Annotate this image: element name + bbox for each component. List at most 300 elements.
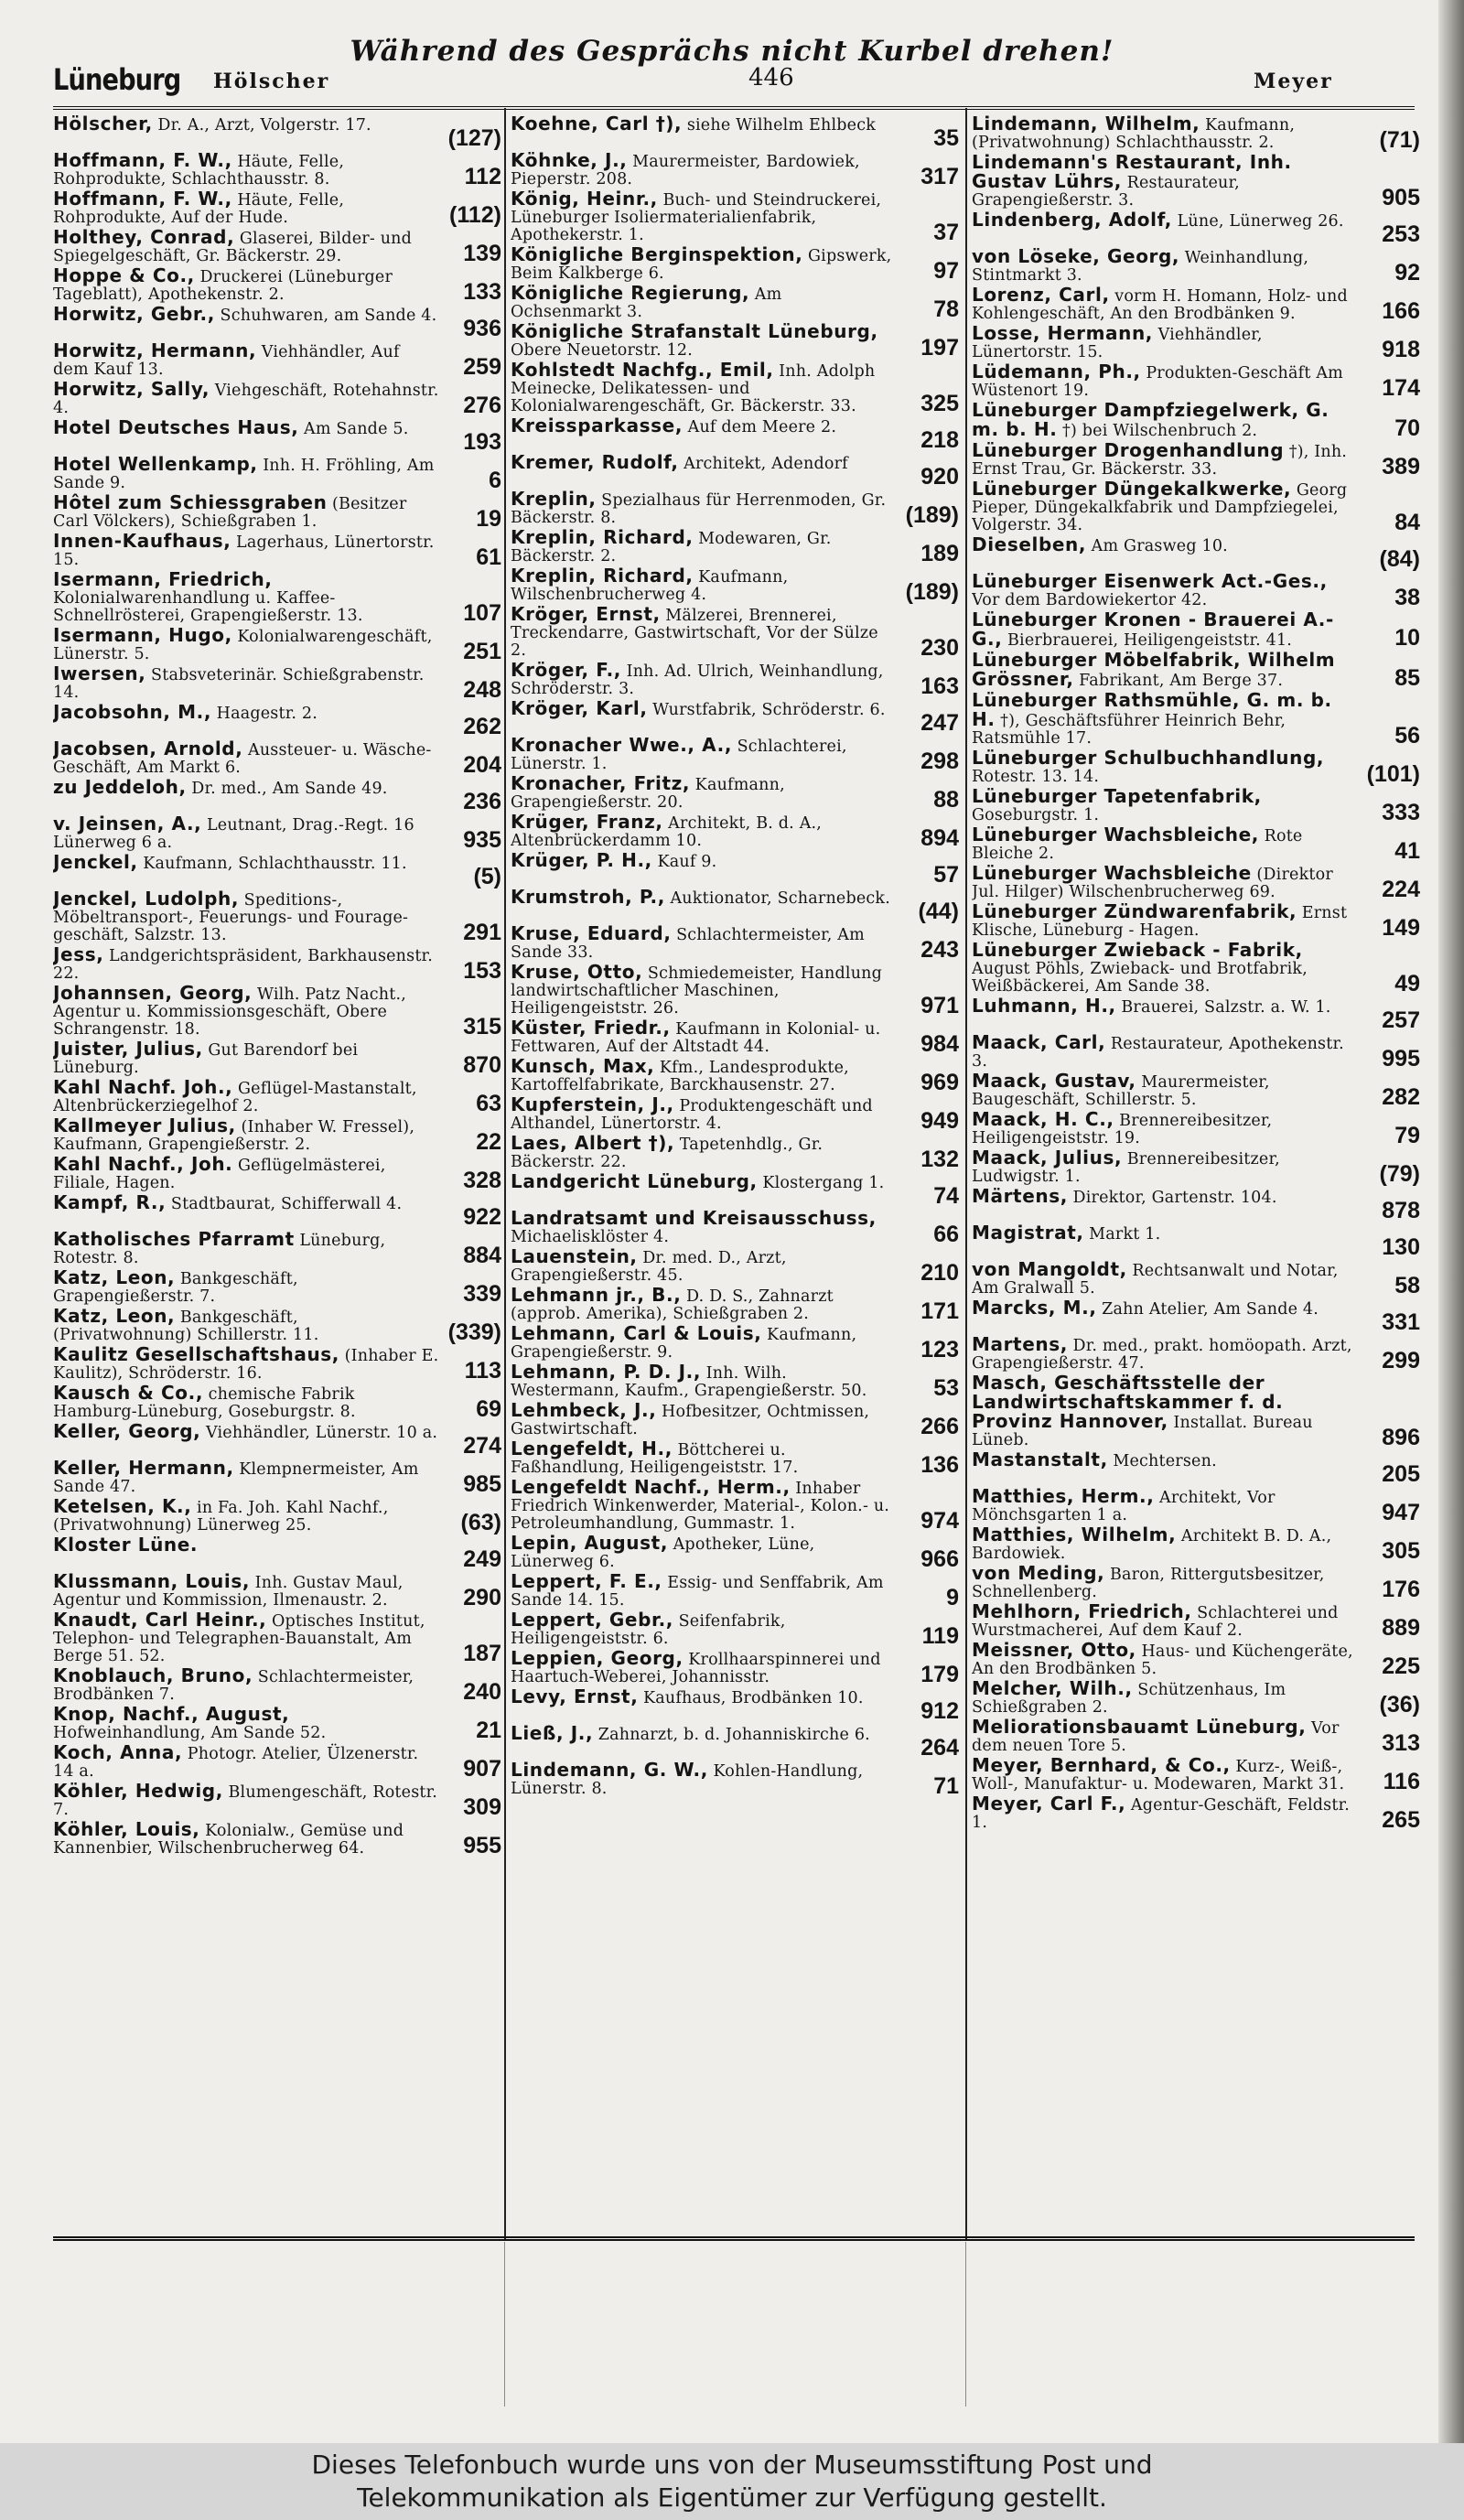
entry-details: Krollhaarspinnerei und Haartuch-Weberei, Johannisstr. bbox=[511, 1651, 881, 1686]
directory-entry bbox=[511, 526, 961, 566]
directory-entry bbox=[53, 1343, 503, 1384]
entry-name: Lauenstein, bbox=[511, 1245, 638, 1267]
entry-name: Luhmann, H., bbox=[972, 995, 1116, 1017]
entry-name: Lindemann's Restaurant, Inh. Gustav Lührs, bbox=[972, 151, 1292, 192]
directory-entry bbox=[511, 659, 961, 699]
entry-details: Dr. med., prakt. homöopath. Arzt, Grapengießerstr. 47. bbox=[972, 1337, 1352, 1373]
entry-details: Produkten-Geschäft Am Wüstenort 19. bbox=[972, 364, 1343, 400]
entry-name: Knop, Nachf., August, bbox=[53, 1703, 290, 1725]
directory-entry bbox=[511, 1722, 961, 1761]
directory-entry bbox=[53, 378, 503, 418]
column-divider-faint bbox=[504, 2242, 505, 2407]
directory-entry bbox=[53, 851, 503, 889]
phone-number: (101) bbox=[1366, 761, 1420, 787]
directory-entry bbox=[511, 451, 961, 490]
phone-number: (5) bbox=[473, 864, 501, 889]
directory-entry bbox=[511, 1170, 961, 1209]
phone-number: 896 bbox=[1382, 1425, 1420, 1450]
entry-name: Lüdemann, Ph., bbox=[972, 361, 1141, 382]
directory-column-3 bbox=[972, 115, 1422, 2231]
phone-number: 205 bbox=[1382, 1461, 1420, 1487]
entry-details: in Fa. Joh. Kahl Nachf., (Privatwohnung) Lünerweg 25. bbox=[53, 1499, 389, 1535]
phone-number: 266 bbox=[920, 1414, 959, 1439]
phone-number: 299 bbox=[1382, 1348, 1420, 1373]
directory-entry bbox=[972, 115, 1422, 152]
entry-details: Klostergang 1. bbox=[762, 1174, 885, 1192]
entry-name: Lüneburger Eisenwerk Act.-Ges., bbox=[972, 570, 1328, 592]
entry-name: Laes, Albert †), bbox=[511, 1132, 675, 1154]
entry-details: Zahnarzt, b. d. Johanniskirche 6. bbox=[597, 1726, 870, 1744]
phone-number: 276 bbox=[463, 393, 501, 418]
entry-name: Isermann, Hugo, bbox=[53, 624, 232, 646]
phone-number: 995 bbox=[1382, 1046, 1420, 1072]
directory-entry bbox=[511, 1440, 961, 1477]
directory-entry bbox=[53, 1040, 503, 1077]
phone-number: 19 bbox=[476, 506, 501, 532]
entry-name: Isermann, Friedrich, bbox=[53, 568, 273, 590]
directory-entry bbox=[53, 1611, 503, 1665]
entry-name: Lüneburger Wachsbleiche, bbox=[972, 824, 1259, 845]
directory-entry bbox=[972, 1108, 1422, 1148]
entry-name: Lüneburger Zündwarenfabrik, bbox=[972, 900, 1297, 922]
directory-entry bbox=[53, 1459, 503, 1496]
phone-number: 282 bbox=[1382, 1084, 1420, 1110]
directory-entry bbox=[53, 1228, 503, 1268]
phone-number: 58 bbox=[1394, 1273, 1420, 1298]
entry-name: Kruse, Otto, bbox=[511, 961, 643, 983]
directory-entry bbox=[972, 1600, 1422, 1641]
phone-number: 179 bbox=[920, 1662, 959, 1687]
directory-entry bbox=[53, 1570, 503, 1610]
entry-name: Maack, Carl, bbox=[972, 1031, 1106, 1053]
entry-details: Markt 1. bbox=[1089, 1225, 1161, 1244]
entry-details: Brennereibesitzer, Heiligengeiststr. 19. bbox=[972, 1112, 1273, 1147]
entry-details: Zahn Atelier, Am Sande 4. bbox=[1102, 1300, 1319, 1319]
directory-entry bbox=[972, 1639, 1422, 1679]
phone-number: (189) bbox=[905, 502, 959, 528]
entry-name: Lüneburger Schulbuchhandlung, bbox=[972, 747, 1325, 769]
phone-number: 66 bbox=[933, 1222, 959, 1247]
entry-details: Gut Barendorf bei Lüneburg. bbox=[53, 1041, 359, 1077]
entry-details: Kaufmann, (Privatwohnung) Schlachthausstr. 2. bbox=[972, 116, 1296, 152]
directory-entry bbox=[53, 264, 503, 305]
entry-details: Stadtbaurat, Schifferwall 4. bbox=[170, 1195, 403, 1213]
directory-entry bbox=[53, 982, 503, 1039]
phone-number: 317 bbox=[920, 164, 959, 189]
phone-number: 97 bbox=[933, 258, 959, 284]
directory-entry bbox=[972, 785, 1422, 825]
directory-entry bbox=[511, 922, 961, 963]
directory-entry bbox=[511, 961, 961, 1018]
directory-entry bbox=[53, 530, 503, 570]
entry-details: Weinhandlung, Stintmarkt 3. bbox=[972, 249, 1309, 285]
entry-name: von Meding, bbox=[972, 1562, 1105, 1584]
phone-number: (63) bbox=[460, 1510, 501, 1535]
directory-entry bbox=[511, 115, 961, 150]
phone-number: 878 bbox=[1382, 1198, 1420, 1223]
entry-details: Apotheker, Lüne, Lünerweg 6. bbox=[511, 1535, 815, 1571]
entry-details: †) bei Wilschenbruch 2. bbox=[1062, 422, 1258, 440]
directory-entry bbox=[972, 570, 1422, 610]
directory-entry bbox=[53, 1703, 503, 1743]
phone-number: 313 bbox=[1382, 1730, 1420, 1756]
entry-details: †), Geschäftsführer Heinrich Behr, Ratsmühle 17. bbox=[972, 712, 1286, 748]
entry-details: Kaufmann, Grapengießerstr. 20. bbox=[511, 776, 785, 812]
phone-number: 236 bbox=[463, 789, 501, 814]
phone-number: 163 bbox=[920, 673, 959, 699]
entry-details: Geflügel-Mastanstalt, Altenbrückerziegelhof 2. bbox=[53, 1080, 417, 1115]
entry-name: Lengefeldt, H., bbox=[511, 1438, 673, 1459]
entry-name: Meissner, Otto, bbox=[972, 1639, 1136, 1661]
entry-details: Aussteuer- u. Wäsche-Geschäft, Am Markt 6. bbox=[53, 741, 432, 777]
entry-details: Druckerei (Lüneburger Tageblatt), Apothekenstr. 2. bbox=[53, 268, 393, 304]
phone-number: (84) bbox=[1379, 546, 1420, 572]
entry-details: Essig- und Senffabrik, Am Sande 14. 15. bbox=[511, 1574, 884, 1610]
entry-name: Jacobsen, Arnold, bbox=[53, 738, 243, 759]
entry-details: Maurermeister, Baugeschäft, Schillerstr. 5. bbox=[972, 1073, 1270, 1109]
phone-number: 166 bbox=[1382, 298, 1420, 324]
entry-details: Kaufmann in Kolonial- u. Fettwaren, Auf der Altstadt 44. bbox=[511, 1020, 881, 1056]
phone-number: 339 bbox=[463, 1281, 501, 1307]
phone-number: 984 bbox=[920, 1031, 959, 1057]
entry-name: Königliche Berginspektion, bbox=[511, 243, 803, 265]
entry-details: Architekt, B. d. A., Altenbrückerdamm 10. bbox=[511, 814, 823, 850]
entry-name: Keller, Hermann, bbox=[53, 1457, 234, 1479]
entry-details: Schlachtermeister, Brodbänken 7. bbox=[53, 1668, 414, 1704]
entry-name: Lorenz, Carl, bbox=[972, 284, 1110, 306]
directory-entry bbox=[511, 1019, 961, 1056]
entry-details: Gipswerk, Beim Kalkberge 6. bbox=[511, 247, 892, 283]
entry-details: Installat. Bureau Lüneb. bbox=[972, 1414, 1313, 1449]
phone-number: 224 bbox=[1382, 877, 1420, 902]
phone-number: 240 bbox=[463, 1679, 501, 1705]
entry-name: Kloster Lüne. bbox=[53, 1534, 199, 1556]
phone-number: 21 bbox=[476, 1718, 501, 1743]
directory-entry bbox=[511, 888, 961, 923]
entry-details: Rotestr. 13. 14. bbox=[972, 768, 1100, 786]
phone-number: 264 bbox=[920, 1735, 959, 1761]
phone-number: 139 bbox=[463, 241, 501, 266]
archive-notice-line-1: Dieses Telefonbuch wurde uns von der Museumsstiftung Post und bbox=[311, 2450, 1153, 2480]
phone-number: 84 bbox=[1394, 510, 1420, 535]
entry-name: Hôtel zum Schiessgraben bbox=[53, 491, 328, 513]
entry-details: (Inhaber W. Fressel), Kaufmann, Grapengießerstr. 2. bbox=[53, 1118, 415, 1154]
entry-details: Baron, Rittergutsbesitzer, Schnellenberg. bbox=[972, 1566, 1325, 1601]
header-rule bbox=[53, 106, 1415, 110]
phone-number: (36) bbox=[1379, 1692, 1420, 1718]
directory-entry bbox=[53, 776, 503, 814]
entry-name: Klussmann, Louis, bbox=[53, 1570, 251, 1592]
phone-number: 265 bbox=[1382, 1807, 1420, 1833]
entry-name: Innen-Kaufhaus, bbox=[53, 530, 231, 552]
phone-number: 225 bbox=[1382, 1653, 1420, 1679]
entry-details: Am Grasweg 10. bbox=[1091, 537, 1228, 555]
entry-name: Maack, Julius, bbox=[972, 1147, 1123, 1168]
entry-name: Leppien, Georg, bbox=[511, 1647, 684, 1669]
entry-name: Levy, Ernst, bbox=[511, 1685, 639, 1707]
entry-details: Bankgeschäft, Grapengießerstr. 7. bbox=[53, 1270, 298, 1306]
phone-number: 10 bbox=[1394, 625, 1420, 651]
entry-details: Kolonialwarengeschäft, Lünerstr. 5. bbox=[53, 628, 433, 663]
phone-number: 35 bbox=[933, 125, 959, 151]
phone-number: 274 bbox=[463, 1433, 501, 1459]
entry-details: Fabrikant, Am Berge 37. bbox=[1079, 672, 1284, 690]
entry-details: Geflügelmästerei, Filiale, Hagen. bbox=[53, 1157, 386, 1192]
phone-number: 309 bbox=[463, 1794, 501, 1820]
entry-name: Kahl Nachf., Joh. bbox=[53, 1153, 233, 1175]
directory-entry bbox=[511, 849, 961, 888]
phone-number: 49 bbox=[1394, 971, 1420, 996]
entry-details: Georg Pieper, Düngekalkfabrik und Dampfziegelei, Volgerstr. 34. bbox=[972, 481, 1348, 534]
entry-name: Holthey, Conrad, bbox=[53, 226, 235, 248]
directory-entry bbox=[53, 416, 503, 455]
entry-details: Restaurateur, Grapengießerstr. 3. bbox=[972, 174, 1240, 210]
directory-entry bbox=[53, 662, 503, 703]
phone-number: 210 bbox=[920, 1260, 959, 1286]
directory-entry bbox=[511, 1685, 961, 1724]
entry-name: Kruse, Eduard, bbox=[511, 922, 672, 944]
entry-name: Jess, bbox=[53, 943, 104, 965]
phone-number: 57 bbox=[933, 862, 959, 888]
entry-name: Marcks, M., bbox=[972, 1297, 1097, 1319]
directory-entry bbox=[972, 1374, 1422, 1449]
phone-number: (339) bbox=[447, 1319, 501, 1345]
entry-name: Ließ, J., bbox=[511, 1722, 594, 1744]
entry-name: Horwitz, Sally, bbox=[53, 378, 210, 400]
phone-number: (112) bbox=[449, 202, 501, 228]
entry-details: Architekt, Vor Mönchsgarten 1 a. bbox=[972, 1489, 1276, 1524]
phone-number: 389 bbox=[1382, 454, 1420, 479]
entry-details: Seifenfabrik, Heiligengeiststr. 6. bbox=[511, 1612, 786, 1648]
entry-details: Direktor, Gartenstr. 104. bbox=[1072, 1189, 1277, 1207]
entry-name: Katz, Leon, bbox=[53, 1305, 176, 1327]
entry-name: Kröger, Ernst, bbox=[511, 603, 661, 625]
phone-number: 328 bbox=[463, 1168, 501, 1193]
entry-details: Auktionator, Scharnebeck. bbox=[670, 889, 891, 908]
entry-name: Lüneburger Düngekalkwerke, bbox=[972, 478, 1292, 500]
page-header bbox=[53, 57, 1334, 102]
phone-number: 949 bbox=[920, 1108, 959, 1134]
entry-name: Kronacher, Fritz, bbox=[511, 772, 691, 794]
directory-entry bbox=[511, 1570, 961, 1610]
entry-details: Inh. Adolph Meinecke, Delikatessen- und Kolonialwarengeschäft, Gr. Bäckerstr. 33. bbox=[511, 362, 876, 415]
directory-entry bbox=[972, 1754, 1422, 1794]
entry-details: Kaufhaus, Brodbänken 10. bbox=[643, 1689, 864, 1707]
entry-details: Inh. Gustav Maul, Agentur und Kommission, Ilmenaustr. 2. bbox=[53, 1574, 404, 1610]
directory-entry bbox=[972, 439, 1422, 479]
phone-number: 69 bbox=[476, 1396, 501, 1422]
entry-name: Meyer, Carl F., bbox=[972, 1793, 1126, 1815]
entry-name: Meyer, Bernhard, & Co., bbox=[972, 1754, 1231, 1776]
entry-name: Krüger, P. H., bbox=[511, 849, 652, 871]
directory-entry bbox=[53, 1076, 503, 1116]
phone-number: 189 bbox=[920, 541, 959, 566]
entry-details: Maurermeister, Bardowiek, Pieperstr. 208. bbox=[511, 153, 860, 188]
phone-number: 262 bbox=[463, 714, 501, 739]
entry-details: Photogr. Atelier, Ülzenerstr. 14 a. bbox=[53, 1745, 419, 1781]
phone-number: 63 bbox=[476, 1091, 501, 1116]
entry-name: Ketelsen, K., bbox=[53, 1495, 192, 1517]
phone-number: 74 bbox=[933, 1183, 959, 1209]
directory-entry bbox=[972, 1485, 1422, 1525]
directory-entry bbox=[53, 115, 503, 150]
directory-entry bbox=[972, 649, 1422, 691]
phone-number: 257 bbox=[1382, 1007, 1420, 1033]
entry-details: Häute, Felle, Rohprodukte, Schlachthausstr. 8. bbox=[53, 153, 345, 188]
directory-entry bbox=[511, 1245, 961, 1286]
entry-name: Kallmeyer Julius, bbox=[53, 1115, 236, 1136]
entry-name: Martens, bbox=[972, 1333, 1068, 1355]
directory-entry bbox=[972, 1795, 1422, 1832]
entry-details: Inh. H. Fröhling, Am Sande 9. bbox=[53, 457, 435, 492]
phone-number: 53 bbox=[933, 1375, 959, 1401]
entry-details: Dr. A., Arzt, Volgerstr. 17. bbox=[157, 116, 371, 135]
phone-number: 204 bbox=[463, 752, 501, 778]
phone-number: 133 bbox=[463, 279, 501, 305]
entry-name: Hoffmann, F. W., bbox=[53, 188, 232, 210]
phone-number: 974 bbox=[920, 1508, 959, 1534]
entry-name: Lüneburger Möbelfabrik, Wilhelm Grössner, bbox=[972, 649, 1336, 690]
entry-details: Rechtsanwalt und Notar, Am Gralwall 5. bbox=[972, 1262, 1339, 1298]
phone-number: 79 bbox=[1394, 1123, 1420, 1148]
entry-name: Kreplin, Richard, bbox=[511, 565, 694, 587]
entry-details: Obere Neuetorstr. 12. bbox=[511, 341, 694, 360]
entry-details: Viehhändler, Lünertorstr. 15. bbox=[972, 326, 1263, 361]
entry-details: (Besitzer Carl Völckers), Schießgraben 1. bbox=[53, 495, 407, 531]
directory-entry bbox=[972, 900, 1422, 941]
directory-entry bbox=[972, 1562, 1422, 1602]
directory-entry bbox=[53, 1420, 503, 1459]
phone-number: 248 bbox=[463, 677, 501, 703]
entry-details: Bierbrauerei, Heiligengeiststr. 41. bbox=[1007, 631, 1293, 650]
entry-name: Lehmann, P. D. J., bbox=[511, 1361, 702, 1383]
entry-name: Kaulitz Gesellschaftshaus, bbox=[53, 1343, 340, 1365]
entry-details: Agentur-Geschäft, Feldstr. 1. bbox=[972, 1796, 1350, 1832]
phone-number: 187 bbox=[463, 1641, 501, 1666]
directory-entry bbox=[972, 1448, 1422, 1487]
directory-entry bbox=[53, 815, 503, 852]
directory-entry bbox=[53, 701, 503, 739]
directory-entry bbox=[511, 1647, 961, 1687]
entry-name: Knaudt, Carl Heinr., bbox=[53, 1609, 267, 1631]
entry-name: Kreplin, bbox=[511, 488, 597, 510]
entry-name: von Löseke, Georg, bbox=[972, 245, 1180, 267]
entry-name: Juister, Julius, bbox=[53, 1038, 203, 1060]
entry-details: Schlachterei und Wurstmacherei, Auf dem Kauf 2. bbox=[972, 1604, 1339, 1640]
directory-entry bbox=[511, 320, 961, 361]
entry-details: Michaelisklöster 4. bbox=[511, 1228, 670, 1246]
phone-number: 971 bbox=[920, 993, 959, 1018]
entry-name: Kreplin, Richard, bbox=[511, 526, 694, 548]
entry-details: Schlachtermeister, Am Sande 33. bbox=[511, 926, 865, 962]
entry-name: Lüneburger Zwieback - Fabrik, bbox=[972, 939, 1303, 961]
entry-details: Hofbesitzer, Ochtmissen, Gastwirtschaft. bbox=[511, 1403, 870, 1438]
entry-details: Mechtersen. bbox=[1113, 1452, 1217, 1470]
phone-number: 38 bbox=[1394, 585, 1420, 610]
entry-name: Lengefeldt Nachf., Herm., bbox=[511, 1476, 791, 1498]
directory-entry bbox=[511, 282, 961, 322]
phone-number: 955 bbox=[463, 1833, 501, 1858]
entry-name: Kausch & Co., bbox=[53, 1382, 204, 1404]
entry-details: Inhaber Friedrich Winkenwerder, Material-, Kolon.- u. Petroleumhandlung, Gummastr. 1. bbox=[511, 1480, 890, 1533]
phone-number: 325 bbox=[920, 391, 959, 416]
phone-number: 918 bbox=[1382, 337, 1420, 362]
entry-name: Kohlstedt Nachfg., Emil, bbox=[511, 359, 774, 381]
directory-entry bbox=[53, 190, 503, 227]
entry-details: Auf dem Meere 2. bbox=[687, 418, 837, 436]
entry-name: Hotel Wellenkamp, bbox=[53, 453, 258, 475]
entry-name: Koehne, Carl †), bbox=[511, 115, 683, 135]
entry-name: Keller, Georg, bbox=[53, 1420, 201, 1442]
entry-name: Mastanstalt, bbox=[972, 1448, 1108, 1470]
entry-name: Horwitz, Gebr., bbox=[53, 303, 215, 325]
directory-entry bbox=[972, 1149, 1422, 1186]
entry-details: Glaserei, Bilder- und Spiegelgeschäft, Gr. Bäckerstr. 29. bbox=[53, 230, 413, 265]
phone-number: 298 bbox=[920, 748, 959, 774]
directory-entry bbox=[972, 1677, 1422, 1718]
entry-details: D. D. S., Zahnarzt (approb. Amerika), Schießgraben 2. bbox=[511, 1287, 834, 1323]
entry-details: Dr. med. D., Arzt, Grapengießerstr. 45. bbox=[511, 1249, 787, 1285]
header-last-entry: Meyer bbox=[1254, 70, 1333, 93]
directory-entry bbox=[972, 689, 1422, 748]
page-edge bbox=[1438, 0, 1464, 2443]
entry-details: Wurstfabrik, Schröderstr. 6. bbox=[652, 701, 886, 719]
entry-name: Hölscher, bbox=[53, 115, 153, 135]
entry-details: Vor dem neuen Tore 5. bbox=[972, 1719, 1340, 1755]
phone-number: 116 bbox=[1383, 1769, 1420, 1794]
entry-name: Märtens, bbox=[972, 1185, 1068, 1207]
entry-details: Am Ochsenmarkt 3. bbox=[511, 285, 782, 321]
entry-name: Küster, Friedr., bbox=[511, 1017, 671, 1039]
entry-name: Kronacher Wwe., A., bbox=[511, 734, 733, 756]
directory-entry bbox=[53, 1782, 503, 1819]
phone-number: (127) bbox=[447, 125, 501, 151]
entry-name: Köhnke, J., bbox=[511, 149, 628, 171]
phone-number: 174 bbox=[1382, 375, 1420, 401]
entry-details: Bankgeschäft, (Privatwohnung) Schillerstr. 11. bbox=[53, 1308, 319, 1344]
directory-entry bbox=[511, 361, 961, 415]
directory-entry bbox=[511, 1476, 961, 1534]
directory-entry bbox=[972, 211, 1422, 246]
entry-name: Mehlhorn, Friedrich, bbox=[972, 1600, 1192, 1622]
entry-name: Lindemann, Wilhelm, bbox=[972, 115, 1200, 135]
entry-details: Schuhwaren, am Sande 4. bbox=[220, 307, 437, 325]
phone-number: 230 bbox=[920, 635, 959, 661]
phone-number: 305 bbox=[1382, 1538, 1420, 1564]
entry-name: König, Heinr., bbox=[511, 188, 658, 210]
entry-details: Kolonialw., Gemüse und Kannenbier, Wilschenbrucherweg 64. bbox=[53, 1822, 404, 1858]
phone-number: 85 bbox=[1394, 665, 1420, 691]
directory-entry bbox=[511, 734, 961, 774]
entry-details: Haagestr. 2. bbox=[216, 705, 318, 723]
entry-details: (Direktor Jul. Hilger) Wilschenbrucherweg 69. bbox=[972, 866, 1333, 901]
entry-details: Produktengeschäft und Althandel, Lünertorstr. 4. bbox=[511, 1097, 873, 1133]
directory-entry bbox=[972, 749, 1422, 786]
phone-number: 251 bbox=[463, 639, 501, 664]
entry-details: Schmiedemeister, Handlung landwirtschaftlicher Maschinen, Heiligengeiststr. 26. bbox=[511, 964, 883, 1018]
phone-number: 119 bbox=[921, 1623, 959, 1649]
directory-entry bbox=[972, 1526, 1422, 1563]
directory-column-2 bbox=[511, 115, 961, 2231]
phone-number: 331 bbox=[1382, 1309, 1420, 1335]
entry-details: Landgerichtspräsident, Barkhausenstr. 22. bbox=[53, 947, 433, 983]
directory-entry bbox=[972, 245, 1422, 285]
directory-entry bbox=[511, 190, 961, 244]
entry-details: vorm H. Homann, Holz- und Kohlengeschäft, An den Brodbänken 9. bbox=[972, 287, 1348, 323]
entry-details: Modewaren, Gr. Bäckerstr. 2. bbox=[511, 530, 832, 565]
entry-details: Lüne, Lünerweg 26. bbox=[1177, 212, 1344, 231]
phone-number: 107 bbox=[463, 600, 501, 626]
